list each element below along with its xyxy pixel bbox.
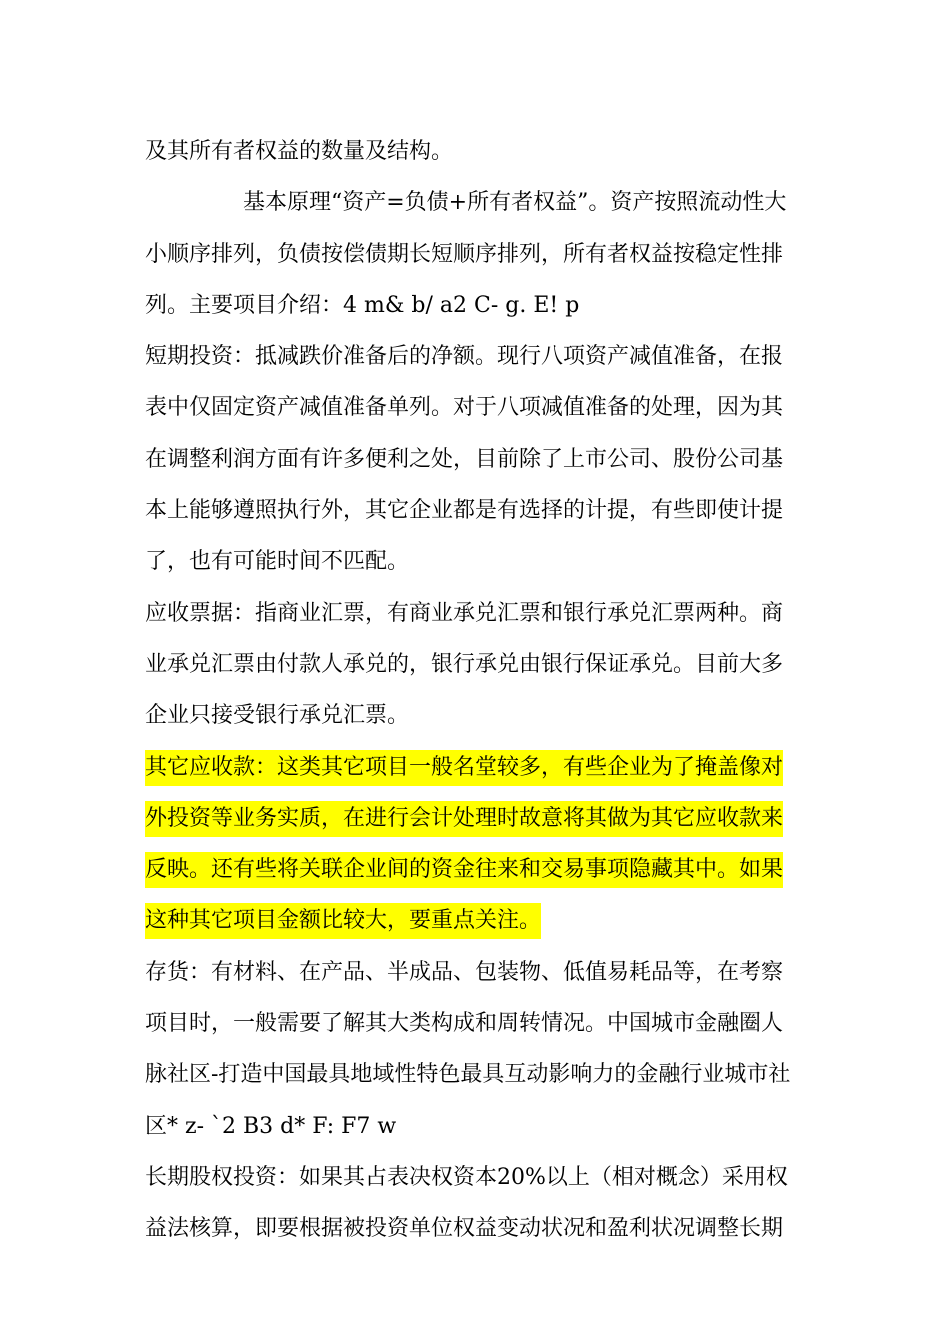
text-line: 及其所有者权益的数量及结构。 <box>145 139 454 164</box>
text-line: 表中仅固定资产减值准备单列。对于八项减值准备的处理，因为其 <box>145 395 784 421</box>
text-line: 基本原理“资产=负债+所有者权益”。资产按照流动性大 <box>243 190 787 216</box>
text-line: 小顺序排列，负债按偿债期长短顺序排列，所有者权益按稳定性排 <box>145 241 784 267</box>
paragraph-long-term-equity <box>145 1152 810 1255</box>
text-line: 本上能够遵照执行外，其它企业都是有选择的计提，有些即使计提 <box>145 498 784 524</box>
text-line: 益法核算，即要根据被投资单位权益变动状况和盈利状况调整长期 <box>145 1216 784 1242</box>
text-line: 脉社区-打造中国最具地域性特色最具互动影响力的金融行业城市社 <box>145 1062 791 1088</box>
text-line: 了，也有可能时间不匹配。 <box>145 549 410 575</box>
highlight-span: 外投资等业务实质，在进行会计处理时故意将其做为其它应收款来 <box>145 801 783 837</box>
text-line: 列。主要项目介绍：4 m& b/ a2 C- g. E! p <box>145 292 580 318</box>
paragraph-other-receivables-highlighted <box>145 742 810 947</box>
text-line: 短期投资：抵减跌价准备后的净额。现行八项资产减值准备，在报 <box>145 344 784 370</box>
paragraph-basic-principle <box>145 177 810 331</box>
paragraph-notes-receivable <box>145 588 810 742</box>
highlighted-text-line <box>145 895 810 946</box>
highlighted-text-line <box>145 844 810 895</box>
document-body <box>145 126 810 1255</box>
text-line: 企业只接受银行承兑汇票。 <box>145 703 410 729</box>
text-line: 长期股权投资：如果其占表决权资本20%以上（相对概念）采用权 <box>145 1164 788 1190</box>
highlight-span: 反映。还有些将关联企业间的资金往来和交易事项隐藏其中。如果 <box>145 852 783 888</box>
paragraph-inventory <box>145 947 810 1152</box>
text-line: 项目时，一般需要了解其大类构成和周转情况。中国城市金融圈人 <box>145 1011 784 1037</box>
highlighted-text-line <box>145 742 810 793</box>
highlight-span: 其它应收款：这类其它项目一般名堂较多，有些企业为了掩盖像对 <box>145 750 783 786</box>
paragraph-intro-tail <box>145 126 810 177</box>
text-line: 在调整利润方面有许多便利之处，目前除了上市公司、股份公司基 <box>145 446 784 472</box>
highlighted-text-line <box>145 793 810 844</box>
text-line: 业承兑汇票由付款人承兑的，银行承兑由银行保证承兑。目前大多 <box>145 651 784 677</box>
text-line: 应收票据：指商业汇票，有商业承兑汇票和银行承兑汇票两种。商 <box>145 600 784 626</box>
highlight-span: 这种其它项目金额比较大，要重点关注。 <box>145 903 541 939</box>
text-line: 区* z- `2 B3 d* F: F7 w <box>145 1113 397 1139</box>
text-line: 存货：有材料、在产品、半成品、包装物、低值易耗品等，在考察 <box>145 959 784 985</box>
paragraph-short-term-investment <box>145 331 810 587</box>
